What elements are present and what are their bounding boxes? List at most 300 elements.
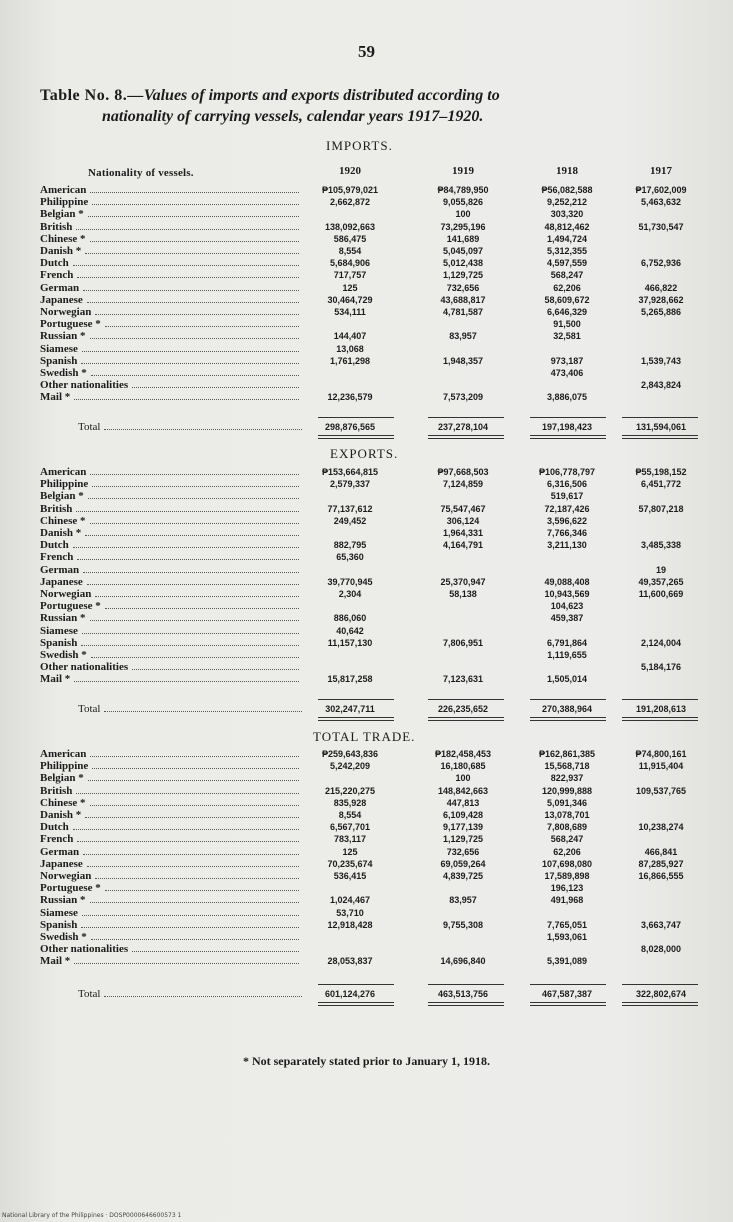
nationality-label	[40, 343, 305, 355]
nationality-label	[40, 233, 305, 245]
value-cell: 5,012,438	[442, 258, 484, 269]
total-underline	[318, 1005, 394, 1006]
table-row	[0, 943, 733, 955]
dot-leader	[83, 854, 299, 855]
nationality-label	[40, 184, 305, 196]
value-cell: ₱84,789,950	[437, 185, 489, 195]
nationality-text: Danish *	[40, 809, 82, 821]
dot-leader	[88, 780, 299, 781]
total-underline	[530, 720, 606, 721]
nationality-text: Russian *	[40, 894, 86, 907]
value-cell: 9,177,139	[442, 822, 484, 833]
value-cell: 13,068	[336, 343, 364, 354]
nationality-label	[40, 821, 305, 833]
nationality-label	[40, 379, 305, 391]
dot-leader	[85, 817, 299, 818]
table-row	[0, 490, 733, 502]
total-underline	[428, 1002, 504, 1003]
table-row	[0, 821, 733, 833]
value-cell: 1,948,357	[442, 355, 484, 366]
value-cell: 1,024,467	[329, 895, 371, 906]
value-cell: 12,918,428	[327, 919, 373, 930]
dot-leader	[81, 927, 299, 928]
total-label	[78, 988, 343, 1000]
nationality-text: French	[40, 269, 74, 282]
value-cell: 7,124,859	[442, 479, 484, 490]
value-cell: 822,937	[550, 773, 584, 784]
dot-leader	[87, 584, 299, 585]
dot-leader	[82, 633, 299, 634]
dot-leader	[85, 535, 299, 536]
total-underline	[428, 720, 504, 721]
sum-rule	[318, 699, 394, 700]
value-cell: 783,117	[333, 834, 367, 845]
value-cell: ₱162,861,385	[538, 749, 596, 759]
table-row	[0, 184, 733, 196]
dot-leader	[90, 756, 299, 757]
dot-leader	[132, 387, 299, 388]
value-cell: 100	[455, 209, 471, 220]
table-row	[0, 809, 733, 821]
nationality-text: Swedish *	[40, 931, 87, 943]
total-underline	[428, 435, 504, 436]
nationality-text: Russian *	[40, 330, 86, 343]
table-row	[0, 894, 733, 906]
nationality-label	[40, 637, 305, 649]
value-cell: 4,839,725	[442, 871, 484, 881]
table-row	[0, 269, 733, 281]
dot-leader	[91, 657, 299, 658]
value-cell: 30,464,729	[327, 294, 373, 305]
table-row	[0, 379, 733, 391]
value-cell: 8,554	[338, 246, 362, 256]
nationality-label	[40, 797, 305, 809]
value-cell: ₱17,602,009	[635, 185, 687, 195]
table-caption	[40, 85, 700, 127]
value-cell: ₱56,082,588	[541, 185, 593, 195]
dot-leader	[90, 241, 299, 242]
nationality-text: Chinese *	[40, 514, 86, 527]
nationality-label	[40, 391, 305, 403]
value-cell: 5,184,176	[640, 662, 682, 673]
total-value-cell: 237,278,104	[437, 422, 489, 432]
table-row	[0, 625, 733, 637]
dot-leader	[88, 216, 299, 217]
table-row	[0, 760, 733, 772]
total-text: Total	[78, 703, 101, 715]
table-row	[0, 785, 733, 797]
dot-leader	[90, 474, 299, 475]
value-cell: 7,573,209	[442, 392, 484, 403]
total-value-cell: 322,802,674	[635, 989, 687, 999]
nationality-text: Russian *	[40, 612, 86, 625]
total-row	[0, 421, 733, 433]
nationality-label	[40, 955, 305, 967]
nationality-label	[40, 785, 305, 797]
nationality-text: Portuguese *	[40, 318, 101, 331]
value-cell: ₱182,458,453	[434, 749, 492, 759]
nationality-text: Danish *	[40, 527, 82, 539]
nationality-text: Danish *	[40, 245, 82, 257]
table-row	[0, 478, 733, 490]
value-cell: 48,812,462	[544, 221, 590, 232]
table-row	[0, 343, 733, 355]
caption-lead: Table No. 8.—	[40, 87, 144, 104]
value-cell: 75,547,467	[440, 503, 486, 514]
nationality-text: French	[40, 551, 74, 564]
dot-leader	[132, 669, 299, 670]
value-cell: 1,539,743	[640, 355, 682, 366]
dot-leader	[73, 829, 299, 830]
dot-leader	[90, 523, 299, 524]
dot-leader	[74, 963, 299, 964]
total-value-cell: 191,208,613	[635, 704, 687, 714]
value-cell: 732,656	[446, 282, 480, 293]
nationality-text: Spanish	[40, 918, 78, 931]
value-cell: 249,452	[333, 515, 367, 526]
value-cell: 12,236,579	[327, 392, 373, 403]
total-underline	[428, 717, 504, 718]
sum-rule	[530, 984, 606, 985]
table-row	[0, 588, 733, 600]
dot-leader	[88, 498, 299, 499]
nationality-label	[40, 931, 305, 943]
value-cell: 5,391,089	[546, 956, 588, 967]
nationality-label	[40, 367, 305, 379]
nationality-text: Portuguese *	[40, 600, 101, 613]
nationality-label	[40, 809, 305, 821]
value-cell: ₱55,198,152	[635, 467, 687, 477]
value-cell: 19	[655, 564, 666, 575]
section-title-text: IMPORTS.	[326, 138, 393, 153]
nationality-text: Japanese	[40, 857, 83, 870]
table-row	[0, 527, 733, 539]
footnote: * Not separately stated prior to January 1, 1918.	[242, 1054, 491, 1068]
page-number: 59	[358, 42, 375, 61]
value-cell: 586,475	[333, 233, 367, 244]
nationality-text: Chinese *	[40, 232, 86, 245]
table-row	[0, 907, 733, 919]
total-label	[78, 703, 343, 715]
dot-leader	[77, 559, 299, 560]
value-cell: 11,157,130	[327, 637, 373, 648]
value-cell: 491,968	[550, 895, 584, 906]
value-cell: 107,698,080	[541, 858, 593, 869]
value-cell: 2,304	[338, 589, 362, 599]
dot-leader	[74, 681, 299, 682]
value-cell: 7,766,346	[546, 528, 588, 538]
value-cell: 73,295,196	[440, 221, 486, 232]
dot-leader	[81, 645, 299, 646]
value-cell: 519,617	[550, 491, 584, 502]
nationality-label	[40, 625, 305, 637]
nationality-text: Dutch	[40, 539, 69, 552]
nationality-label	[40, 858, 305, 870]
table-row	[0, 466, 733, 478]
total-underline	[622, 717, 698, 718]
dot-leader	[91, 939, 299, 940]
nationality-text: Norwegian	[40, 870, 92, 882]
sum-rule	[428, 984, 504, 985]
nationality-label	[40, 539, 305, 551]
sum-rule	[318, 984, 394, 985]
value-cell: 11,600,669	[638, 589, 684, 599]
value-cell: 5,242,209	[329, 761, 371, 772]
value-cell: 138,092,663	[324, 221, 376, 232]
nationality-label	[40, 208, 305, 220]
value-cell: 3,485,338	[640, 540, 682, 551]
caption-line-2: nationality of carrying vessels, calendar years 1917–1920.	[102, 108, 484, 125]
dot-leader	[76, 793, 299, 794]
nationality-text: American	[40, 466, 87, 478]
value-cell: 125	[342, 282, 358, 293]
total-underline	[318, 435, 394, 436]
nationality-label	[40, 846, 305, 858]
value-cell: 83,957	[449, 895, 477, 906]
nationality-label	[40, 355, 305, 367]
value-cell: 11,915,404	[638, 761, 684, 772]
nationality-label	[40, 919, 305, 931]
column-header-1919: 1919	[452, 165, 474, 177]
value-cell: 466,822	[644, 282, 678, 293]
table-row	[0, 870, 733, 882]
nationality-label	[40, 673, 305, 685]
nationality-text: British	[40, 220, 73, 233]
value-cell: 447,813	[446, 797, 480, 808]
value-cell: 16,866,555	[638, 871, 684, 881]
value-cell: 8,028,000	[640, 944, 682, 955]
table-row	[0, 330, 733, 342]
nationality-text: German	[40, 563, 80, 576]
value-cell: 32,581	[553, 331, 581, 342]
dot-leader	[95, 878, 299, 879]
value-cell: 62,206	[553, 846, 581, 857]
nationality-label	[40, 245, 305, 257]
value-cell: 9,252,212	[546, 197, 588, 208]
table-row	[0, 318, 733, 330]
value-cell: 6,316,506	[546, 479, 588, 490]
value-cell: 17,589,898	[544, 871, 590, 881]
value-cell: ₱74,800,161	[635, 749, 687, 759]
library-credit: National Library of the Philippines · DOSP0000646600573 1	[2, 1212, 182, 1219]
total-underline	[318, 438, 394, 439]
dot-leader	[82, 915, 299, 916]
nationality-text: Mail *	[40, 955, 71, 968]
nationality-label	[40, 661, 305, 673]
value-cell: ₱97,668,503	[437, 467, 489, 477]
value-cell: 43,688,817	[440, 294, 486, 305]
sum-rule	[530, 417, 606, 418]
table-row	[0, 294, 733, 306]
value-cell: 1,505,014	[546, 674, 588, 685]
total-underline	[530, 438, 606, 439]
value-cell: 882,795	[333, 540, 367, 551]
value-cell: 9,755,308	[442, 919, 484, 930]
nationality-text: Japanese	[40, 575, 83, 588]
nationality-text: Spanish	[40, 354, 78, 367]
dot-leader	[83, 572, 299, 573]
value-cell: 1,593,061	[546, 932, 588, 942]
dot-leader	[82, 351, 299, 352]
value-cell: 37,928,662	[638, 294, 684, 305]
dot-leader	[90, 902, 299, 903]
total-underline	[622, 435, 698, 436]
nationality-label	[40, 600, 305, 612]
value-cell: 58,138	[449, 589, 477, 599]
value-cell: 9,055,826	[442, 197, 484, 208]
table-row	[0, 919, 733, 931]
value-cell: 13,078,701	[544, 810, 590, 820]
nationality-label	[40, 882, 305, 894]
total-text: Total	[78, 988, 101, 1000]
table-row	[0, 221, 733, 233]
nationality-text: Other nationalities	[40, 943, 129, 956]
value-cell: 15,817,258	[327, 674, 373, 685]
value-cell: 16,180,685	[440, 761, 486, 772]
table-row	[0, 355, 733, 367]
nationality-text: Mail *	[40, 673, 71, 686]
value-cell: 459,387	[550, 613, 584, 624]
nationality-label	[40, 196, 305, 208]
value-cell: 77,137,612	[327, 503, 373, 514]
sum-rule	[428, 417, 504, 418]
nationality-label	[40, 551, 305, 563]
value-cell: 196,123	[550, 883, 584, 894]
nationality-text: Mail *	[40, 391, 71, 404]
value-cell: 306,124	[446, 515, 480, 526]
value-cell: 25,370,947	[440, 576, 486, 587]
nationality-label	[40, 748, 305, 760]
dot-leader	[92, 768, 299, 769]
dot-leader	[74, 399, 299, 400]
dot-leader	[87, 302, 299, 303]
nationality-label	[40, 870, 305, 882]
value-cell: 1,964,331	[442, 528, 484, 538]
total-underline	[318, 717, 394, 718]
table-row	[0, 245, 733, 257]
value-cell: 14,696,840	[440, 956, 486, 967]
nationality-label	[40, 515, 305, 527]
nationality-label	[40, 318, 305, 330]
table-row	[0, 637, 733, 649]
value-cell: 2,579,337	[329, 479, 371, 490]
total-underline	[428, 1005, 504, 1006]
table-row	[0, 196, 733, 208]
value-cell: 835,928	[333, 797, 367, 808]
nationality-label	[40, 466, 305, 478]
nationality-label	[40, 943, 305, 955]
value-cell: 4,781,587	[442, 307, 484, 317]
dot-leader	[85, 253, 299, 254]
table-row	[0, 600, 733, 612]
table-row	[0, 661, 733, 673]
nationality-label	[40, 612, 305, 624]
dot-leader	[95, 596, 299, 597]
total-underline	[530, 1002, 606, 1003]
value-cell: ₱106,778,797	[538, 467, 596, 477]
nationality-text: British	[40, 784, 73, 797]
nationality-label	[40, 564, 305, 576]
value-cell: 2,124,004	[640, 637, 682, 648]
nationality-label	[40, 490, 305, 502]
nationality-text: German	[40, 281, 80, 294]
column-header-1920: 1920	[339, 165, 361, 177]
nationality-text: Siamese	[40, 624, 78, 637]
table-row	[0, 649, 733, 661]
dot-leader	[90, 805, 299, 806]
nationality-label	[40, 269, 305, 281]
nationality-label	[40, 221, 305, 233]
value-cell: 120,999,888	[541, 785, 593, 796]
section-title-text: TOTAL TRADE.	[313, 729, 416, 744]
dot-leader	[104, 429, 302, 430]
dot-leader	[77, 841, 299, 842]
nationality-label	[40, 649, 305, 661]
value-cell: 62,206	[553, 282, 581, 293]
total-underline	[318, 1002, 394, 1003]
total-row	[0, 988, 733, 1000]
total-underline	[622, 1005, 698, 1006]
value-cell: 2,662,872	[329, 197, 371, 208]
value-cell: 973,187	[550, 355, 584, 366]
sum-rule	[318, 417, 394, 418]
dot-leader	[81, 363, 299, 364]
dot-leader	[83, 290, 299, 291]
value-cell: 109,537,765	[635, 785, 687, 796]
column-header-1918: 1918	[556, 165, 578, 177]
value-cell: 70,235,674	[327, 858, 373, 869]
table-row	[0, 233, 733, 245]
nationality-text: Swedish *	[40, 649, 87, 661]
table-row	[0, 208, 733, 220]
value-cell: 568,247	[550, 834, 584, 845]
value-cell: 69,059,264	[440, 858, 486, 869]
table-row	[0, 955, 733, 967]
nationality-text: German	[40, 845, 80, 858]
sum-rule	[622, 984, 698, 985]
value-cell: 1,129,725	[442, 834, 484, 845]
value-cell: 5,265,886	[640, 307, 682, 317]
value-cell: 53,710	[336, 907, 364, 918]
dot-leader	[132, 951, 299, 952]
table-row	[0, 931, 733, 943]
table-row	[0, 551, 733, 563]
total-underline	[622, 438, 698, 439]
nationality-text: American	[40, 184, 87, 196]
value-cell: 141,689	[446, 233, 480, 244]
nationality-text: Other nationalities	[40, 661, 129, 674]
table-row	[0, 539, 733, 551]
value-cell: 39,770,945	[327, 576, 373, 587]
table-row	[0, 612, 733, 624]
value-cell: 7,123,631	[442, 674, 484, 685]
dot-leader	[73, 265, 299, 266]
total-underline	[530, 435, 606, 436]
table-row	[0, 833, 733, 845]
value-cell: 1,119,655	[547, 650, 587, 660]
nationality-label	[40, 907, 305, 919]
value-cell: 1,129,725	[442, 270, 484, 281]
table-row	[0, 882, 733, 894]
nationality-text: Philippine	[40, 196, 89, 209]
caption-line-1: Values of imports and exports distributed according to	[143, 87, 500, 104]
nationality-label	[40, 833, 305, 845]
value-cell: 49,357,265	[638, 576, 684, 587]
value-cell: 10,943,569	[544, 589, 590, 599]
value-cell: 5,312,355	[546, 246, 588, 256]
total-row	[0, 703, 733, 715]
total-label	[78, 421, 343, 433]
